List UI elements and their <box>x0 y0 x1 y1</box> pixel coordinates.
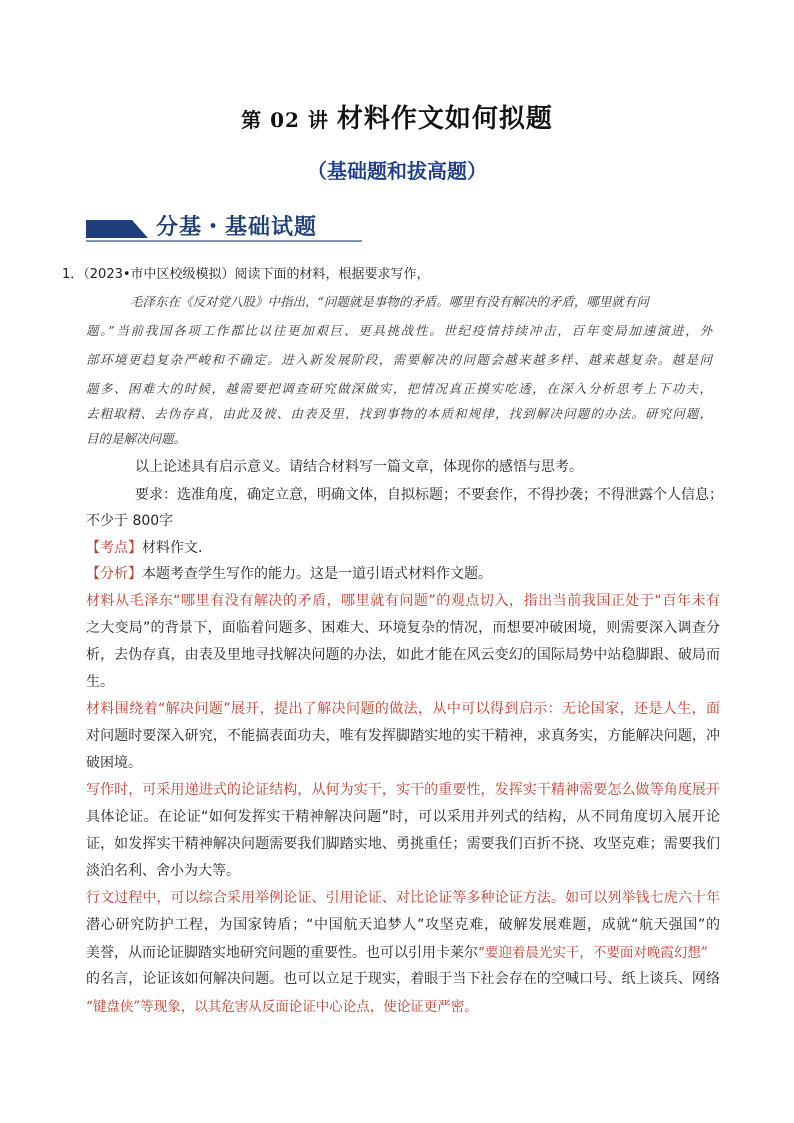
material-line: 毛泽东在《反对党八股》中指出，“问题就是事物的矛盾。哪里有没有解决的矛盾，哪里就有问 <box>130 294 649 309</box>
question-head: 1．（2023•市中区校级模拟）阅读下面的材料，根据要求写作， <box>62 267 430 282</box>
material-line: 去粗取精、去伪存真，由此及彼、由表及里，找到事物的本质和规律，找到解决问题的办法。研究问题， <box>86 406 712 421</box>
quote-text: “要迎着晨光实干，不要面对晚霞幻想” <box>478 945 708 961</box>
page-subtitle: （基础题和拔高题） <box>307 159 487 183</box>
analysis-line: 的名言，论证该如何解决问题。也可以立足于现实，着眼于当下社会存在的空喊口号、纸上谈兵、网络 <box>86 971 720 987</box>
section-title: 分基・基础试题 <box>156 214 318 240</box>
analysis-line: 具体论证。在论证“如何发挥实干精神解决问题”时，可以采用并列式的结构，从不同角度切入展开论 <box>86 809 720 825</box>
requirement-line: 不少于 800字 <box>86 513 174 529</box>
requirement-line: 要求：选准角度，确定立意，明确文体，自拟标题；不要套作，不得抄袭；不得泄露个人信息； <box>135 487 723 503</box>
fenxi-line <box>86 563 720 583</box>
fenxi-tag: 【分析】 <box>86 566 142 582</box>
analysis-line: 证，如发挥实干精神解决问题需要我们脚踏实地、勇挑重任；需要我们百折不挠、攻坚克难；需要我们 <box>86 836 720 852</box>
kaodian-tag: 【考点】 <box>86 540 142 556</box>
material-line: 目的是解决问题。 <box>86 431 187 446</box>
material-line: 部环境更趋复杂严峻和不确定。进入新发展阶段，需要解决的问题会越来越多样、越来越复杂。越是问 <box>86 352 712 367</box>
fenxi-text: 本题考查学生写作的能力。这是一道引语式材料作文题。 <box>142 566 492 582</box>
title-prefix: 第 02 讲 <box>241 108 329 132</box>
analysis-line: 析，去伪存真，由表及里地寻找解决问题的办法，如此才能在风云变幻的国际局势中站稳脚跟、破局而 <box>86 647 720 663</box>
analysis-line: “键盘侠”等现象，以其危害从反面论证中心论点，使论证更严密。 <box>86 999 478 1015</box>
analysis-line: 潜心研究防护工程，为国家铸盾；“中国航天追梦人”攻坚克难，破解发展难题，成就“航天强国”的 <box>86 917 720 933</box>
question-prompt: 以上论述具有启示意义。请结合材料写一篇文章，体现你的感悟与思考。 <box>135 459 583 475</box>
analysis-line: 写作时，可采用递进式的论证结构，从何为实干，实干的重要性，发挥实干精神需要怎么做等角度展开 <box>86 782 720 798</box>
analysis-line: 材料围绕着“解决问题”展开，提出了解决问题的做法，从中可以得到启示：无论国家，还是人生，面 <box>86 701 720 717</box>
analysis-line: 之大变局”的背景下，面临着问题多、困难大、环境复杂的情况，而想要冲破困境，则需要深入调查分 <box>86 620 720 636</box>
kaodian-line <box>86 537 720 557</box>
analysis-line: 对问题时要深入研究，不能搞表面功夫，唯有发挥脚踏实地的实干精神，求真务实，方能解决问题，冲 <box>86 728 720 744</box>
material-line: 题多、困难大的时候，越需要把调查研究做深做实，把情况真正摸实吃透，在深入分析思考上下功夫， <box>86 381 712 396</box>
analysis-line: 生。 <box>86 674 114 690</box>
material-line: 题。”当前我国各项工作都比以往更加艰巨、更具挑战性。世纪疫情持续冲击，百年变局加速演进，外 <box>86 323 712 338</box>
analysis-line: 材料从毛泽东“哪里有没有解决的矛盾，哪里就有问题”的观点切入，指出当前我国正处于“百年未有 <box>86 593 720 609</box>
analysis-line: 淡泊名利、舍小为大等。 <box>86 863 240 879</box>
analysis-line <box>86 941 720 962</box>
kaodian-text: 材料作文. <box>142 540 203 556</box>
analysis-line: 行文过程中，可以综合采用举例论证、引用论证、对比论证等多种论证方法。如可以列举钱七虎六十年 <box>86 890 720 906</box>
title-main: 材料作文如何拟题 <box>336 104 553 134</box>
analysis-line: 破困境。 <box>86 755 142 771</box>
analysis-text: 美誉，从而论证脚踏实地研究问题的重要性。也可以引用卡莱尔 <box>86 945 478 961</box>
page-title <box>0 98 794 135</box>
